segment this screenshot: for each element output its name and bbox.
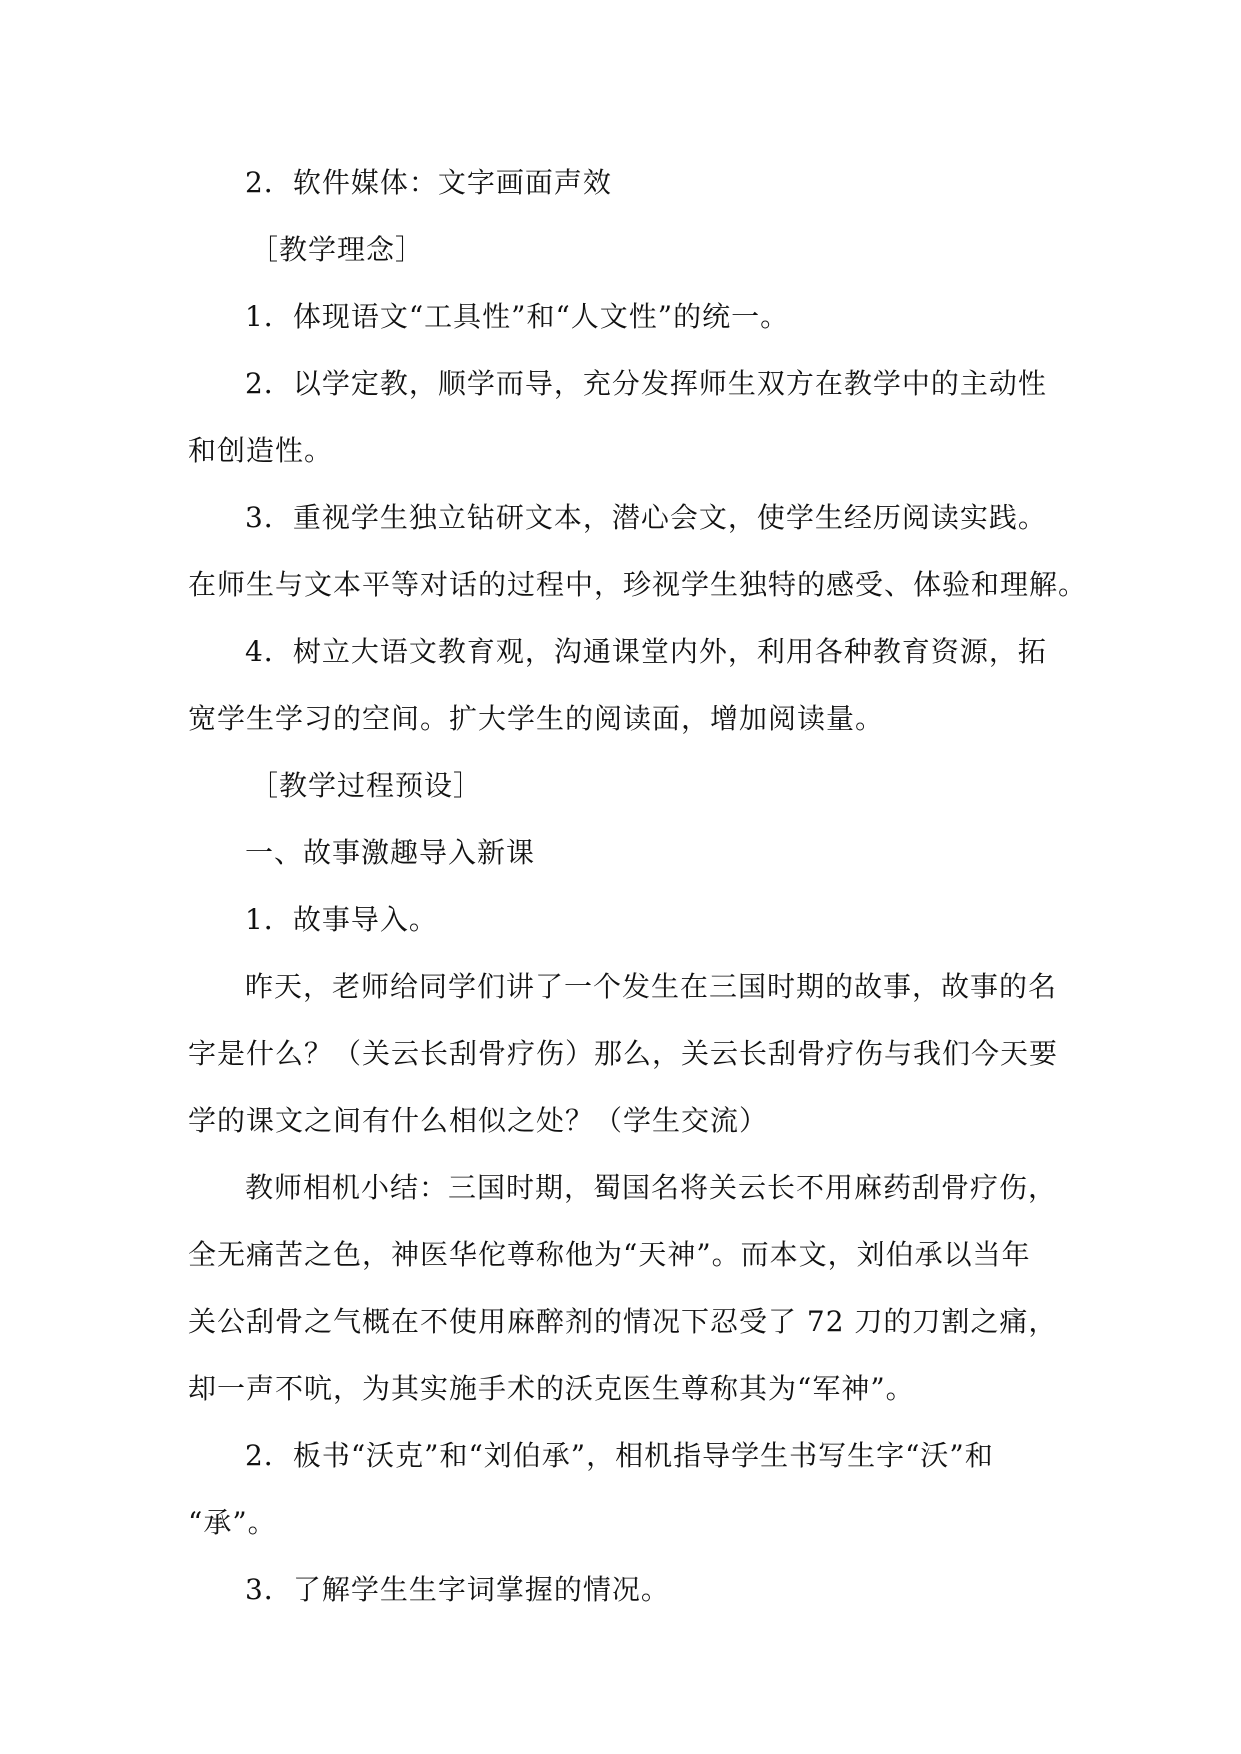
text-line: 2．板书“沃克”和“刘伯承”，相机指导学生书写生字“沃”和	[245, 1439, 994, 1472]
text-line: 和创造性。	[188, 434, 334, 467]
text-line: 2．以学定教，顺学而导，充分发挥师生双方在教学中的主动性	[245, 367, 1047, 400]
text-line: 昨天，老师给同学们讲了一个发生在三国时期的故事，故事的名	[245, 970, 1058, 1003]
section-heading: ［教学理念］	[250, 233, 425, 266]
text-line: 3．了解学生生字词掌握的情况。	[245, 1573, 670, 1606]
text-line: 2．软件媒体：文字画面声效	[245, 166, 612, 199]
text-line: 1．故事导入。	[245, 903, 438, 936]
text-line: 4．树立大语文教育观，沟通课堂内外，利用各种教育资源，拓	[245, 635, 1047, 668]
text-line: 1．体现语文“工具性”和“人文性”的统一。	[245, 300, 790, 333]
text-line: 全无痛苦之色，神医华佗尊称他为“天神”。而本文，刘伯承以当年	[188, 1238, 1031, 1271]
text-line: 3．重视学生独立钻研文本，潜心会文，使学生经历阅读实践。	[245, 501, 1047, 534]
text-line: 教师相机小结：三国时期，蜀国名将关云长不用麻药刮骨疗伤，	[245, 1171, 1058, 1204]
text-line: 学的课文之间有什么相似之处？（学生交流）	[188, 1104, 769, 1137]
text-line: 字是什么？（关云长刮骨疗伤）那么，关云长刮骨疗伤与我们今天要	[188, 1037, 1059, 1070]
section-subheading: 一、故事激趣导入新课	[245, 836, 536, 869]
text-line: 在师生与文本平等对话的过程中，珍视学生独特的感受、体验和理解。	[188, 568, 1088, 601]
text-line: 宽学生学习的空间。扩大学生的阅读面，增加阅读量。	[188, 702, 885, 735]
text-line: 关公刮骨之气概在不使用麻醉剂的情况下忍受了 72 刀的刀割之痛，	[188, 1305, 1058, 1338]
text-line: 却一声不吭，为其实施手术的沃克医生尊称其为“军神”。	[188, 1372, 915, 1405]
section-heading: ［教学过程预设］	[250, 769, 483, 802]
text-line: “承”。	[188, 1506, 277, 1539]
